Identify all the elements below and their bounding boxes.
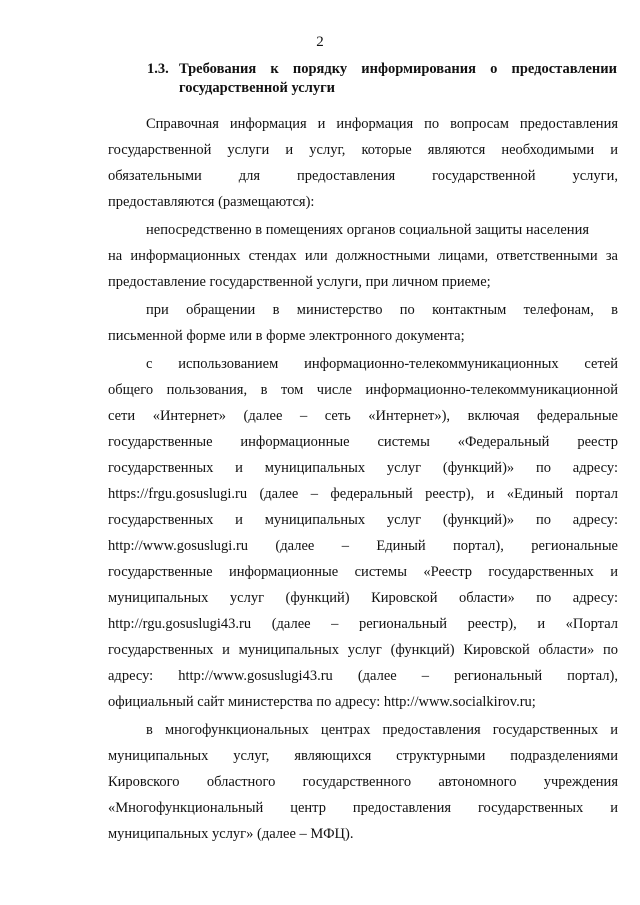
paragraph-line: в многофункциональных центрах предоставления государственных и [146,722,618,738]
paragraph-reference-info [108,111,618,215]
paragraph-line: предоставление государственной услуги, при личном приеме; [108,274,491,290]
paragraph-line: предоставляются (размещаются): [108,194,315,210]
paragraph-line: муниципальных услуг, являющихся структурными подразделениями [108,748,618,764]
paragraph-line: с использованием информационно-телекоммуникационных сетей [146,356,618,372]
paragraph-line: муниципальных услуг» (далее – МФЦ). [108,826,354,842]
paragraph-phone-written [108,297,618,349]
paragraph-line: общего пользования, в том числе информационно-телекоммуникационной [108,382,618,398]
paragraph-line: государственных и муниципальных услуг (функций) Кировской области» по [108,642,618,658]
paragraph-line: при обращении в министерство по контактным телефонам, в [146,302,618,318]
section-number: 1.3. [147,61,169,77]
page-number: 2 [316,34,324,50]
paragraph-line: обязательными для предоставления государственной услуги, [108,168,618,184]
paragraph-line: государственные информационные системы «Реестр государственных и [108,564,618,580]
paragraph-line: на информационных стендах или должностными лицами, ответственными за [108,248,618,264]
section-heading-line-1 [147,60,617,79]
paragraph-line: Справочная информация и информация по вопросам предоставления [146,116,618,132]
section-title-part-1: Требования к порядку информирования о предоставлении [179,61,617,77]
paragraph-line: https://frgu.gosuslugi.ru (далее – федеральный реестр), и «Единый портал [108,486,618,502]
paragraph-line: «Многофункциональный центр предоставления государственных и [108,800,618,816]
paragraph-line: Кировского областного государственного автономного учреждения [108,774,618,790]
section-title-part-2: государственной услуги [179,80,336,96]
paragraph-line: непосредственно в помещениях органов социальной защиты населения [146,222,589,238]
paragraph-line: официальный сайт министерства по адресу: http://www.socialkirov.ru; [108,694,536,710]
paragraph-line: письменной форме или в форме электронного документа; [108,328,465,344]
paragraph-internet [108,351,618,715]
paragraph-line: государственные информационные системы «Федеральный реестр [108,434,618,450]
paragraph-line: адресу: http://www.gosuslugi43.ru (далее – региональный портал), [108,668,618,684]
paragraph-line: государственной услуги и услуг, которые являются необходимыми и [108,142,618,158]
document-body [108,111,618,847]
paragraph-line: сети «Интернет» (далее – сеть «Интернет»), включая федеральные [108,408,618,424]
paragraph-in-premises [108,217,618,295]
paragraph-line: муниципальных услуг (функций) Кировской области» по адресу: [108,590,618,606]
paragraph-line: http://rgu.gosuslugi43.ru (далее – региональный реестр), и «Портал [108,616,618,632]
section-heading [147,60,617,98]
paragraph-line: http://www.gosuslugi.ru (далее – Единый портал), региональные [108,538,618,554]
paragraph-mfc [108,717,618,847]
paragraph-line: государственных и муниципальных услуг (функций)» по адресу: [108,512,618,528]
paragraph-line: государственных и муниципальных услуг (функций)» по адресу: [108,460,618,476]
